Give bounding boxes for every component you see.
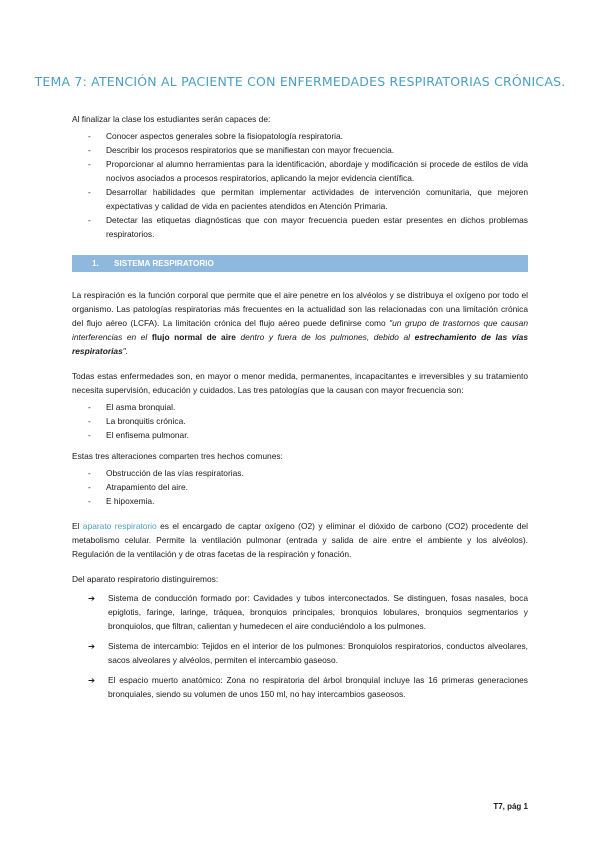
pathologies-list [72,400,528,442]
distinguish-text: El espacio muerto anatómico: Zona no respiratoria del árbol bronquial incluye las 16 primeras generaciones bronquiales, siendo su volumen de unos 150 ml, no hay intercambios gaseosos. [108,675,528,699]
objectives-intro: Al finalizar la clase los estudiantes serán capaces de: [72,114,271,124]
objective-item: - Detectar las etiquetas diagnósticas que con mayor frecuencia pueden estar presentes en dichos problemas respiratorios. [72,213,528,241]
distinguish-item [72,673,528,701]
section-number: 1. [92,259,99,268]
arrow-icon: ➔ [88,675,96,685]
distinguish-text: Sistema de intercambio: Tejidos en el interior de los pulmones: Bronquiolos respiratorios, conductos alveolares, sacos alveolares y alvéolos, permiten el intercambio gaseoso. [108,641,528,665]
section-heading [72,255,528,272]
page-footer: T7, pág 1 [493,802,528,811]
respiratory-rest: es el encargado de captar oxígeno (O2) y eliminar el dióxido de carbono (CO2) procedente del metabolismo celular. Permite la ventilación pulmonar (entrada y salida de aire entre el ambiente y los alvéolos). Regulación de la ventilación y de otras facetas de la respiración y fonación. [72,521,528,559]
respiratory-system-paragraph [72,519,528,561]
common-fact-item: - Obstrucción de las vías respiratorias. [72,466,528,480]
quote-part: ". [122,346,129,356]
respiration-text: La respiración es la función corporal que permite que el aire penetre en los alvéolos y se distribuya el oxígeno por todo el organismo. Las patologías respiratorias más frecuentes en la actualidad son las relacionadas con una limitación crónica del flujo aéreo (LCFA). La limitación crónica del flujo aéreo puede definirse como [72,290,528,328]
quote-bold: flujo normal de aire [151,332,236,342]
arrow-icon: ➔ [88,593,96,603]
distinguish-item [72,639,528,667]
pathology-item: - La bronquitis crónica. [72,414,528,428]
respiration-paragraph [72,288,528,358]
objective-item: - Describir los procesos respiratorios que se manifiestan con mayor frecuencia. [72,143,528,157]
distinguish-item [72,591,528,633]
common-fact-item: - E hipoxemia. [72,494,528,508]
page-title: TEMA 7: ATENCIÓN AL PACIENTE CON ENFERMEDADES RESPIRATORIAS CRÓNICAS. [34,74,566,89]
distinguish-list [72,591,528,701]
arrow-icon: ➔ [88,641,96,651]
pathology-item: - El asma bronquial. [72,400,528,414]
common-facts-list [72,466,528,508]
quote-bold: estrechamiento de las vías respiratorias [72,332,528,356]
distinguish-intro: Del aparato respiratorio distinguiremos: [72,574,219,584]
section-title: SISTEMA RESPIRATORIO [114,259,214,268]
common-fact-item: - Atrapamiento del aire. [72,480,528,494]
respiratory-prefix: El [72,521,83,531]
common-facts-intro: Estas tres alteraciones comparten tres hechos comunes: [72,451,283,461]
quote-part: "un grupo de trastornos que causan interferencias en el [72,318,528,342]
objectives-list [72,129,528,241]
document-body [72,112,528,707]
diseases-paragraph: Todas estas enfermedades son, en mayor o menor medida, permanentes, incapacitantes e irreversibles y su tratamiento necesita supervisión, educación y cuidados. Las tres patologías que la causan con mayor frecuencia son: [72,371,528,395]
quote-part: dentro y fuera de los pulmones, debido al [235,332,415,342]
objective-item: - Proporcionar al alumno herramientas para la identificación, abordaje y modificación si procede de estilos de vida nocivos asociados a procesos respiratorios, aplicando la mejor evidencia científica. [72,157,528,185]
pathology-item: - El enfisema pulmonar. [72,428,528,442]
objective-item: - Desarrollar habilidades que permitan implementar actividades de intervención comunitaria, que mejoren expectativas y calidad de vida en pacientes atendidos en Atención Primaria. [72,185,528,213]
respiratory-system-link[interactable]: aparato respiratorio [82,521,157,531]
objective-item: - Conocer aspectos generales sobre la fisiopatología respiratoria. [72,129,528,143]
distinguish-text: Sistema de conducción formado por: Cavidades y tubos interconectados. Se distinguen, fosas nasales, boca epiglotis, faringe, laringe, tráquea, bronquios principales, bronquios lobulares, bronquios segmentarios y bronquiolos, que filtran, calientan y humedecen el aire conduciéndolo a los pulmones. [108,593,528,631]
